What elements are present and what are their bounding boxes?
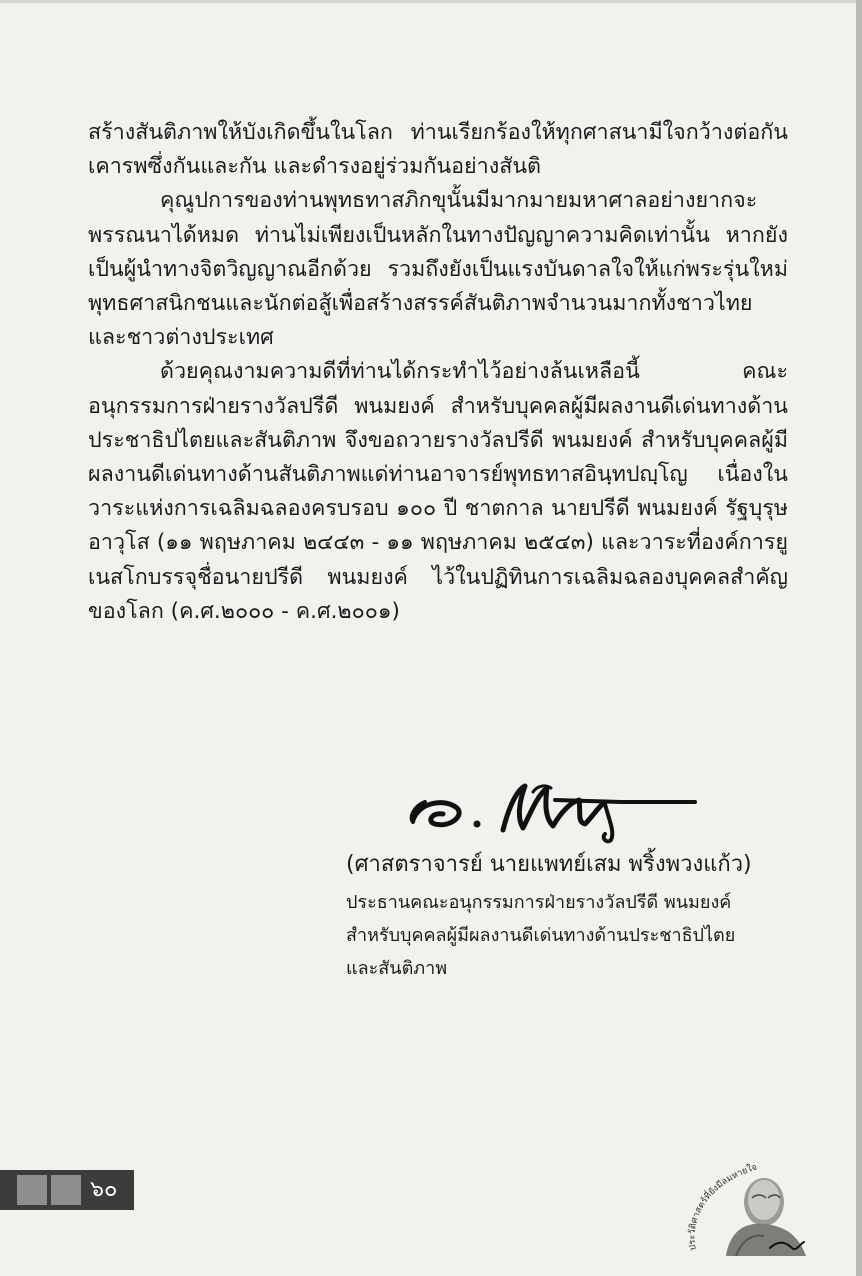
signatory-title-line: และสันติภาพ [346, 958, 448, 979]
paragraph-2: คุณูปการของท่านพุทธทาสภิกขุนั้นมีมากมายมหาศาลอย่างยากจะพรรณนาได้หมด ท่านไม่เพียงเป็นหลักในทางปัญญาความคิดเท่านั้น หากยังเป็นผู้นำทางจิตวิญญาณอีกด้วย รวมถึงยังเป็นแรงบันดาลใจให้แก่พระรุ่นใหม่ พุทธศาสนิกชนและนักต่อสู้เพื่อสร้างสรรค์สันติภาพจำนวนมากทั้งชาวไทยและชาวต่างประเทศ [88, 188, 788, 351]
paragraph-3: ด้วยคุณงามความดีที่ท่านได้กระทำไว้อย่างล้นเหลือนี้ คณะอนุกรรมการฝ่ายรางวัลปรีดี พนมยงค์ สำหรับบุคคลผู้มีผลงานดีเด่นทางด้านประชาธิปไตยและสันติภาพ จึงขอถวายรางวัลปรีดี พนมยงค์ สำหรับบุคคลผู้มีผลงานดีเด่นทางด้านสันติภาพแด่ท่านอาจารย์พุทธทาสอินฺทปญฺโญ เนื่องในวาระแห่งการเฉลิมฉลองครบรอบ ๑๐๐ ปี ชาตกาล นายปรีดี พนมยงค์ รัฐบุรุษอาวุโส (๑๑ พฤษภาคม ๒๔๔๓ - ๑๑ พฤษภาคม ๒๕๔๓) และวาระที่องค์การยูเนสโกบรรจุชื่อนายปรีดี พนมยงค์ ไว้ในปฏิทินการเฉลิมฉลองบุคคลสำคัญของโลก (ค.ศ.๒๐๐๐ - ค.ศ.๒๐๐๑) [88, 359, 788, 624]
footer-square [51, 1175, 81, 1205]
signatory-title [346, 886, 786, 985]
paragraph-1: สร้างสันติภาพให้บังเกิดขึ้นในโลก ท่านเรียกร้องให้ทุกศาสนามีใจกว้างต่อกัน เคารพซึ่งกันและกัน และดำรงอยู่ร่วมกันอย่างสันติ [88, 120, 788, 180]
page-number-bar [0, 1170, 134, 1210]
body-text [88, 116, 788, 629]
handwritten-signature [405, 772, 700, 852]
stamp-caption: ประวัติศาสตร์ที่ยังมีลมหายใจ [687, 1162, 759, 1252]
signatory-title-line: ประธานคณะอนุกรรมการฝ่ายรางวัลปรีดี พนมยงค์ [346, 892, 732, 913]
portrait-stamp [686, 1152, 818, 1256]
signatory-title-line: สำหรับบุคคลผู้มีผลงานดีเด่นทางด้านประชาธิปไตย [346, 925, 736, 946]
page-number: ๖๐ [90, 1177, 118, 1202]
footer-square [17, 1175, 47, 1205]
signature-block [346, 848, 786, 985]
page-right-edge [856, 0, 862, 1276]
signatory-name: (ศาสตราจารย์ นายแพทย์เสม พริ้งพวงแก้ว) [346, 852, 752, 877]
page-top-edge [0, 0, 862, 3]
